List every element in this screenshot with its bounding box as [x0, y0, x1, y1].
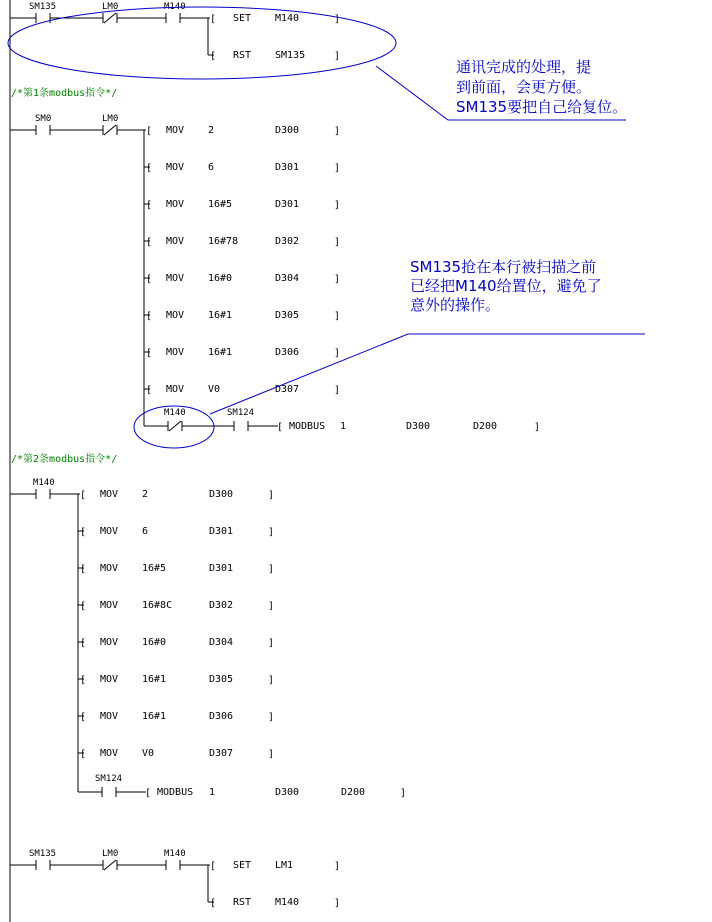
instr-op: MOV [166, 273, 185, 284]
contact-label: M140 [164, 408, 186, 418]
contact-label: M140 [164, 2, 186, 12]
contact-label: SM135 [29, 2, 57, 12]
instr-operand: D302 [275, 236, 300, 247]
instr-operand: D200 [473, 421, 498, 432]
instr-operand: D304 [275, 273, 300, 284]
instr-mov[interactable] [144, 236, 340, 248]
contact-nc[interactable] [103, 860, 117, 870]
instr-operand: D301 [209, 563, 234, 574]
instr-operand: D306 [209, 711, 234, 722]
instr-operand: D306 [275, 347, 300, 358]
svg-text:]: ] [334, 126, 341, 137]
contact-no[interactable] [166, 860, 180, 870]
instr-operand: 16#1 [142, 674, 167, 685]
instr-operand: V0 [208, 384, 221, 395]
svg-text:]: ] [334, 274, 341, 285]
annotation-text: SM135抢在本行被扫描之前 [410, 258, 597, 276]
instr-op: MOV [166, 125, 185, 136]
instr-op: RST [233, 50, 252, 61]
svg-text:]: ] [334, 163, 341, 174]
svg-text:[: [ [146, 126, 153, 137]
contact-nc[interactable] [103, 13, 117, 23]
contact-label: M140 [33, 478, 55, 488]
instr-operand: 2 [142, 489, 149, 500]
instr-operand: D200 [341, 787, 366, 798]
svg-text:]: ] [268, 749, 275, 760]
svg-text:]: ] [268, 564, 275, 575]
contact-label: LM0 [102, 2, 119, 12]
instr-operand: 16#78 [208, 236, 239, 247]
instr-op: MODBUS [289, 421, 326, 432]
instr-mov[interactable] [78, 600, 274, 612]
svg-text:[: [ [277, 422, 284, 433]
svg-text:[: [ [80, 675, 87, 686]
instr-operand: D300 [275, 125, 300, 136]
instr-mov[interactable] [78, 563, 274, 575]
instr-op: SET [233, 13, 252, 24]
instr-operand: 16#1 [208, 310, 233, 321]
instr-operand: 16#5 [142, 563, 167, 574]
instr-op: MOV [100, 637, 119, 648]
instr-op: MOV [100, 674, 119, 685]
svg-text:]: ] [268, 638, 275, 649]
annotation-text: 已经把M140给置位，避免了 [410, 277, 602, 295]
instr-operand: 1 [209, 787, 216, 798]
instr-op: MOV [100, 748, 119, 759]
contact-no[interactable] [36, 489, 50, 499]
instr-operand: D305 [209, 674, 234, 685]
rung-3 [10, 478, 406, 799]
svg-text:]: ] [334, 385, 341, 396]
instr-rst[interactable] [210, 897, 340, 909]
instr-op: MOV [166, 347, 185, 358]
instr-op: MODBUS [157, 787, 194, 798]
contact-no[interactable] [36, 125, 50, 135]
svg-text:]: ] [400, 788, 407, 799]
instr-operand: D302 [209, 600, 234, 611]
instr-op: MOV [166, 310, 185, 321]
instr-operand: D307 [275, 384, 300, 395]
instr-op: MOV [166, 199, 185, 210]
svg-text:[: [ [80, 564, 87, 575]
instr-operand: M140 [275, 897, 300, 908]
contact-label: SM124 [227, 408, 255, 418]
instr-mov[interactable] [80, 489, 274, 501]
instr-operand: 2 [208, 125, 215, 136]
contact-label: SM124 [95, 774, 123, 784]
instr-op: MOV [100, 563, 119, 574]
contact-label: SM0 [35, 114, 52, 124]
svg-text:[: [ [146, 348, 153, 359]
instr-modbus[interactable] [145, 787, 406, 799]
instr-operand: D300 [275, 787, 300, 798]
instr-operand: 16#1 [142, 711, 167, 722]
instr-mov[interactable] [146, 125, 340, 137]
instr-op: MOV [100, 600, 119, 611]
contact-no[interactable] [36, 860, 50, 870]
instr-operand: V0 [142, 748, 155, 759]
contact-label: LM0 [102, 849, 119, 859]
svg-text:[: [ [80, 527, 87, 538]
instr-operand: LM1 [275, 860, 294, 871]
instr-mov[interactable] [78, 748, 274, 760]
contact-no[interactable] [166, 13, 180, 23]
instr-op: MOV [166, 236, 185, 247]
svg-text:[: [ [210, 898, 217, 909]
instr-operand: D300 [209, 489, 234, 500]
svg-text:]: ] [268, 601, 275, 612]
instr-mov[interactable] [144, 162, 340, 174]
rung-comment: /*第1条modbus指令*/ [11, 88, 118, 99]
rung-comment: /*第2条modbus指令*/ [11, 454, 118, 465]
annotation-text: 通讯完成的处理，提 [456, 58, 592, 76]
svg-text:]: ] [268, 712, 275, 723]
svg-text:[: [ [146, 385, 153, 396]
instr-op: RST [233, 897, 252, 908]
instr-op: SET [233, 860, 252, 871]
instr-operand: D307 [209, 748, 234, 759]
contact-nc[interactable] [103, 125, 117, 135]
contact-nc[interactable] [168, 421, 182, 431]
contact-no[interactable] [234, 421, 248, 431]
annotation-text: 到前面，会更方便。 [456, 78, 592, 96]
instr-operand: D300 [406, 421, 431, 432]
instr-operand: 6 [208, 162, 215, 173]
svg-text:]: ] [268, 490, 275, 501]
instr-set[interactable] [210, 860, 340, 872]
svg-text:[: [ [210, 14, 217, 25]
contact-label: SM135 [29, 849, 57, 859]
svg-text:[: [ [80, 749, 87, 760]
svg-text:[: [ [146, 237, 153, 248]
instr-operand: 16#1 [208, 347, 233, 358]
svg-text:]: ] [334, 898, 341, 909]
instr-op: MOV [100, 489, 119, 500]
instr-mov[interactable] [144, 347, 340, 359]
instr-op: MOV [100, 711, 119, 722]
instr-operand: M140 [275, 13, 300, 24]
contact-no[interactable] [102, 787, 116, 797]
instr-modbus[interactable] [277, 421, 540, 433]
svg-text:[: [ [146, 200, 153, 211]
svg-text:[: [ [80, 712, 87, 723]
svg-text:[: [ [80, 601, 87, 612]
instr-op: MOV [166, 384, 185, 395]
instr-operand: 16#8C [142, 600, 173, 611]
instr-mov[interactable] [78, 711, 274, 723]
svg-text:[: [ [80, 638, 87, 649]
svg-text:]: ] [334, 348, 341, 359]
svg-text:]: ] [334, 200, 341, 211]
instr-operand: D301 [275, 162, 300, 173]
svg-text:[: [ [145, 788, 152, 799]
svg-text:]: ] [534, 422, 541, 433]
instr-operand: D305 [275, 310, 300, 321]
instr-operand: D301 [209, 526, 234, 537]
instr-mov[interactable] [144, 199, 340, 211]
annotation-text: 意外的操作。 [410, 296, 501, 314]
svg-text:]: ] [334, 237, 341, 248]
instr-operand: 16#0 [208, 273, 233, 284]
instr-mov[interactable] [144, 310, 340, 322]
instr-op: MOV [166, 162, 185, 173]
svg-text:[: [ [146, 163, 153, 174]
svg-text:]: ] [334, 311, 341, 322]
annotation-leader [210, 334, 645, 414]
contact-label: M140 [164, 849, 186, 859]
instr-operand: 6 [142, 526, 149, 537]
instr-operand: SM135 [275, 50, 306, 61]
svg-text:]: ] [334, 51, 341, 62]
svg-text:[: [ [146, 311, 153, 322]
instr-mov[interactable] [78, 637, 274, 649]
instr-mov[interactable] [78, 674, 274, 686]
svg-text:[: [ [146, 274, 153, 285]
svg-text:]: ] [268, 675, 275, 686]
svg-text:]: ] [334, 14, 341, 25]
svg-text:]: ] [268, 527, 275, 538]
rung-4 [10, 849, 340, 909]
instr-mov[interactable] [78, 526, 274, 538]
contact-label: LM0 [102, 114, 119, 124]
annotation-text: SM135要把自己给复位。 [456, 98, 628, 116]
svg-text:[: [ [210, 51, 217, 62]
svg-text:]: ] [334, 861, 341, 872]
svg-text:[: [ [80, 490, 87, 501]
instr-operand: 16#0 [142, 637, 167, 648]
instr-op: MOV [100, 526, 119, 537]
instr-mov[interactable] [144, 384, 340, 396]
instr-operand: 16#5 [208, 199, 233, 210]
instr-rst[interactable] [210, 50, 340, 62]
instr-operand: 1 [340, 421, 347, 432]
svg-text:[: [ [210, 861, 217, 872]
instr-mov[interactable] [144, 273, 340, 285]
instr-operand: D301 [275, 199, 300, 210]
instr-operand: D304 [209, 637, 234, 648]
